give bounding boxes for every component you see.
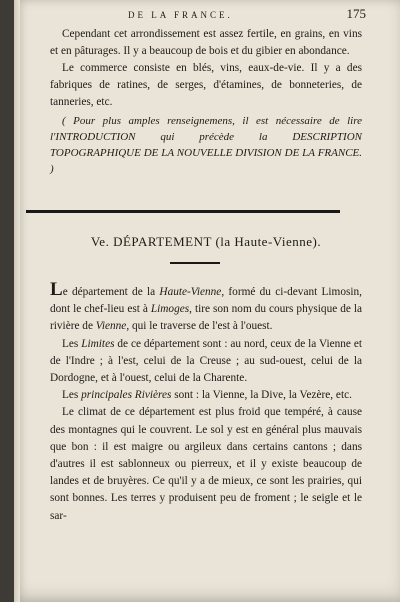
rivieres-italic: principales Rivières <box>81 389 172 402</box>
department-body <box>50 279 363 525</box>
running-head: DE LA FRANCE. <box>128 10 233 20</box>
limites-text-2: de ce département sont : au nord, ceux de la Vienne et de l'Indre ; à l'est, celui de la Creuse ; au sud-ouest, celui de la Dordogne, et à l'ouest, celui de la Charente. <box>50 337 363 385</box>
intro-text-2: , formé du ci-devant Limosin, dont le chef-lieu est à <box>50 286 362 316</box>
top-text-block <box>50 4 366 177</box>
intro-text-3: , tire son nom du cours physique de la rivière de <box>50 303 363 333</box>
page-number: 175 <box>346 6 366 21</box>
intro-italic-3: Vienne <box>95 320 127 333</box>
intro-italic-1: Haute-Vienne <box>159 286 222 298</box>
department-heading: Ve. DÉPARTEMENT (la Haute-Vienne). <box>90 234 322 249</box>
limites-italic: Limites <box>81 337 115 350</box>
paragraph-rivieres <box>50 387 362 404</box>
paragraph-fertility: Cependant cet arrondissement est assez fertile, en grains, en vins et en pâturages. Il y a beaucoup de bois et du gibier en abondance. <box>50 28 362 57</box>
paragraph-climat: Le climat de ce département est plus froid que tempéré, à cause des montagnes qui le couvrent. Le sol y est en général plus mauvais que bon : il est maigre ou argileux dans certains cantons ; dans d'autres il est sablonneux ou pierreux, et il y existe beaucoup de landes et de bruyères. Ce qu'il y a de mieux, ce sont les prairies, qui sont bonnes. Les terres y produisent peu de froment ; le seigle et le sar- <box>50 406 362 522</box>
page-fold <box>14 0 20 602</box>
reference-note: ( Pour plus amples renseignemens, il est nécessaire de lire l'INTRODUCTION qui précède la DESCRIPTION TOPOGRAPHIQUE DE LA NOUVELLE DIVISION DE LA FRANCE. ) <box>50 115 362 175</box>
section-divider <box>26 210 340 213</box>
rivieres-text-2: sont : la Vienne, la Dive, la Vezère, etc. <box>171 389 352 402</box>
intro-text-1: e département de la <box>62 286 160 298</box>
intro-text-4: , qui le traverse de l'est à l'ouest. <box>126 320 273 333</box>
drop-cap: L <box>50 279 63 300</box>
rivieres-text-1: Les <box>62 389 82 402</box>
paragraph-intro <box>50 279 363 336</box>
heading-underline <box>170 262 220 264</box>
paragraph-commerce: Le commerce consiste en blés, vins, eaux-de-vie. Il y a des fabriques de ratines, de serges, d'étamines, de bonneteries, de tanneries, etc. <box>50 62 362 108</box>
page-header <box>50 4 366 26</box>
limites-text-1: Les <box>62 337 82 350</box>
paragraph-limites <box>50 336 362 388</box>
intro-italic-2: Limoges <box>150 303 190 316</box>
